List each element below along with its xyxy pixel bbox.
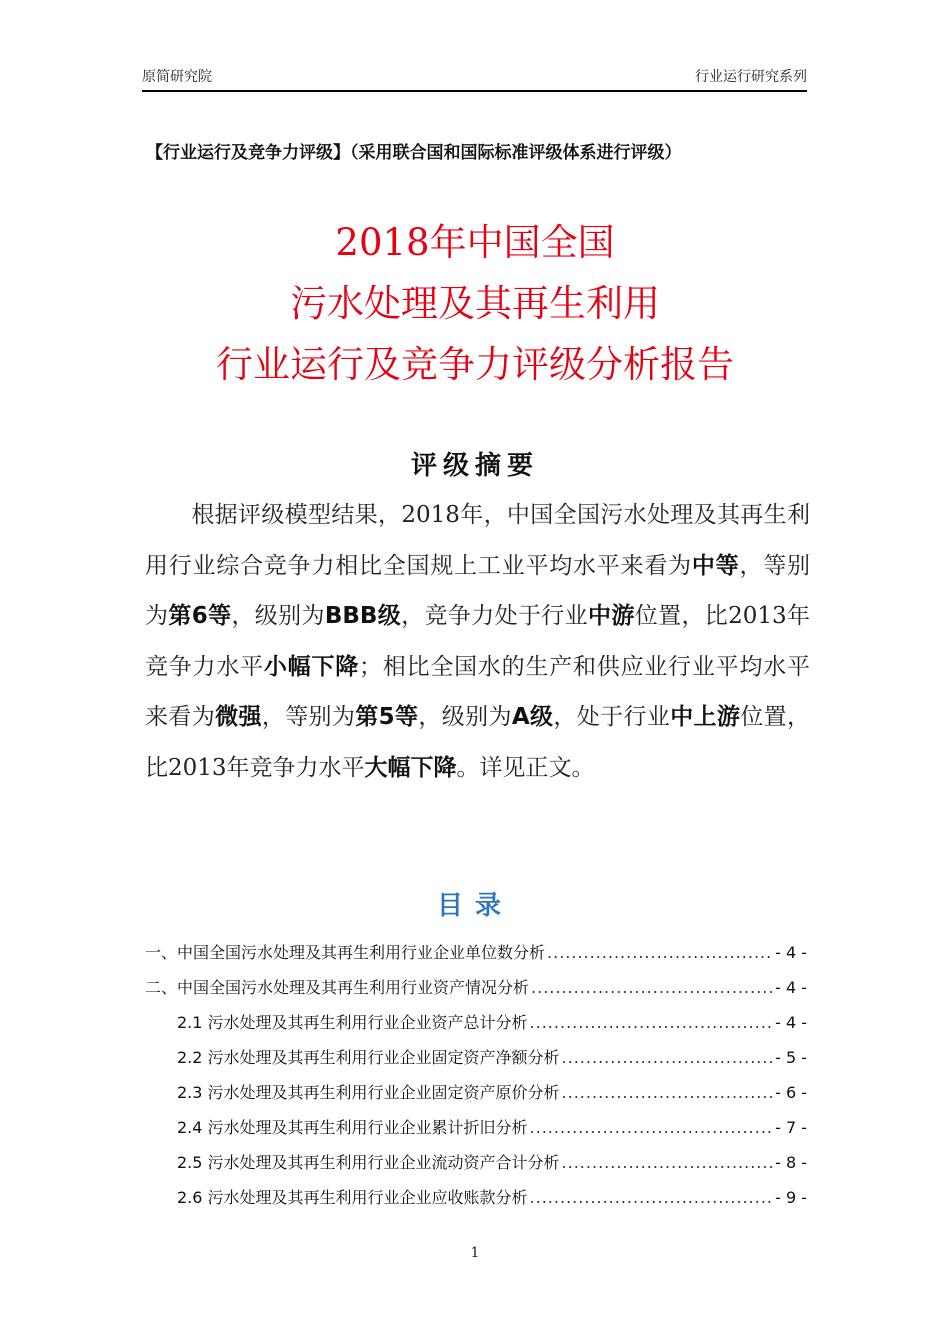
summary-emphasis: 大幅下降 — [364, 754, 457, 781]
toc-entry[interactable] — [145, 940, 807, 975]
toc-entry-label[interactable]: 2.4 污水处理及其再生利用行业企业累计折旧分析 — [177, 1118, 528, 1137]
toc-entry-page[interactable]: - 4 - — [775, 943, 807, 962]
summary-text-segment: 位置，比2013年竞争力水平 — [145, 603, 811, 680]
toc-entry[interactable] — [145, 975, 807, 1010]
report-title-line-1: 2018年中国全国 — [335, 221, 615, 264]
header-org-name: 原简研究院 — [142, 69, 212, 85]
summary-text-segment: ，竞争力处于行业 — [401, 603, 589, 629]
summary-emphasis: A级 — [511, 704, 554, 730]
toc-entry[interactable] — [145, 1150, 807, 1185]
summary-emphasis: 中等 — [691, 552, 740, 579]
toc-dot-leader — [562, 1153, 774, 1172]
toc-entry-label[interactable]: 二、中国全国污水处理及其再生利用行业资产情况分析 — [145, 978, 530, 997]
toc-entry-page[interactable]: - 5 - — [775, 1048, 807, 1067]
summary-text-segment: 。详见正文。 — [456, 754, 595, 781]
table-of-contents — [145, 940, 807, 1220]
summary-emphasis: 中上游 — [670, 704, 741, 730]
toc-entry-page[interactable]: - 6 - — [775, 1083, 807, 1102]
toc-entry-label[interactable]: 2.3 污水处理及其再生利用行业企业固定资产原价分析 — [177, 1083, 560, 1102]
summary-text-segment: ，等别为 — [145, 552, 811, 629]
rating-method-line: 【行业运行及竞争力评级】（采用联合国和国际标准评级体系进行评级） — [146, 143, 682, 163]
summary-text-segment: 根据评级模型结果，2018年，中国全国污水处理及其再生利用行业综合竞争力相比全国规上工业平均水平来看为 — [145, 502, 810, 579]
report-title — [0, 212, 950, 395]
toc-entry[interactable] — [145, 1185, 807, 1220]
summary-text-segment: 位置，比2013年竞争力水平 — [145, 704, 811, 781]
toc-entry[interactable] — [145, 1080, 807, 1115]
page-number: 1 — [470, 1245, 480, 1261]
summary-heading: 评级摘要 — [410, 451, 539, 481]
summary-emphasis: 第5等 — [355, 704, 419, 730]
report-title-line-3: 行业运行及竞争力评级分析报告 — [216, 343, 734, 386]
summary-text-segment: ，等别为 — [261, 704, 356, 730]
toc-dot-leader — [562, 1048, 774, 1067]
summary-emphasis: BBB级 — [324, 603, 402, 629]
toc-entry-page[interactable]: - 4 - — [775, 978, 807, 997]
summary-emphasis: 微强 — [215, 704, 262, 730]
toc-entry-label[interactable]: 一、中国全国污水处理及其再生利用行业企业单位数分析 — [145, 943, 546, 962]
page-header — [142, 66, 807, 92]
header-series-name: 行业运行研究系列 — [695, 69, 807, 85]
toc-entry-label[interactable]: 2.5 污水处理及其再生利用行业企业流动资产合计分析 — [177, 1153, 560, 1172]
toc-dot-leader — [530, 1188, 774, 1207]
toc-entry[interactable] — [145, 1115, 807, 1150]
summary-paragraph — [145, 490, 810, 793]
summary-text — [145, 502, 810, 781]
toc-dot-leader — [562, 1083, 774, 1102]
toc-dot-leader — [530, 1118, 774, 1137]
toc-entry-page[interactable]: - 7 - — [775, 1118, 807, 1137]
toc-entry-page[interactable]: - 8 - — [775, 1153, 807, 1172]
toc-dot-leader — [531, 978, 773, 997]
report-title-line-2: 污水处理及其再生利用 — [290, 282, 660, 325]
summary-text-segment: ，级别为 — [418, 704, 512, 730]
toc-entry-page[interactable]: - 9 - — [775, 1188, 807, 1207]
summary-emphasis: 中游 — [588, 603, 635, 629]
toc-entry[interactable] — [145, 1010, 807, 1045]
toc-dot-leader — [530, 1013, 774, 1032]
toc-entry-label[interactable]: 2.2 污水处理及其再生利用行业企业固定资产净额分析 — [177, 1048, 560, 1067]
toc-entry-page[interactable]: - 4 - — [775, 1013, 807, 1032]
summary-emphasis: 小幅下降 — [263, 653, 360, 680]
toc-heading: 目录 — [436, 891, 513, 921]
summary-emphasis: 第6等 — [168, 603, 232, 629]
toc-entry-label[interactable]: 2.6 污水处理及其再生利用行业企业应收账款分析 — [177, 1188, 528, 1207]
summary-text-segment: ；相比全国水的生产和供应业行业平均水平来看为 — [145, 653, 811, 730]
summary-text-segment: ，处于行业 — [553, 704, 671, 730]
summary-text-segment: ，级别为 — [231, 603, 325, 629]
toc-dot-leader — [547, 943, 773, 962]
toc-entry[interactable] — [145, 1045, 807, 1080]
toc-entry-label[interactable]: 2.1 污水处理及其再生利用行业企业资产总计分析 — [177, 1013, 528, 1032]
